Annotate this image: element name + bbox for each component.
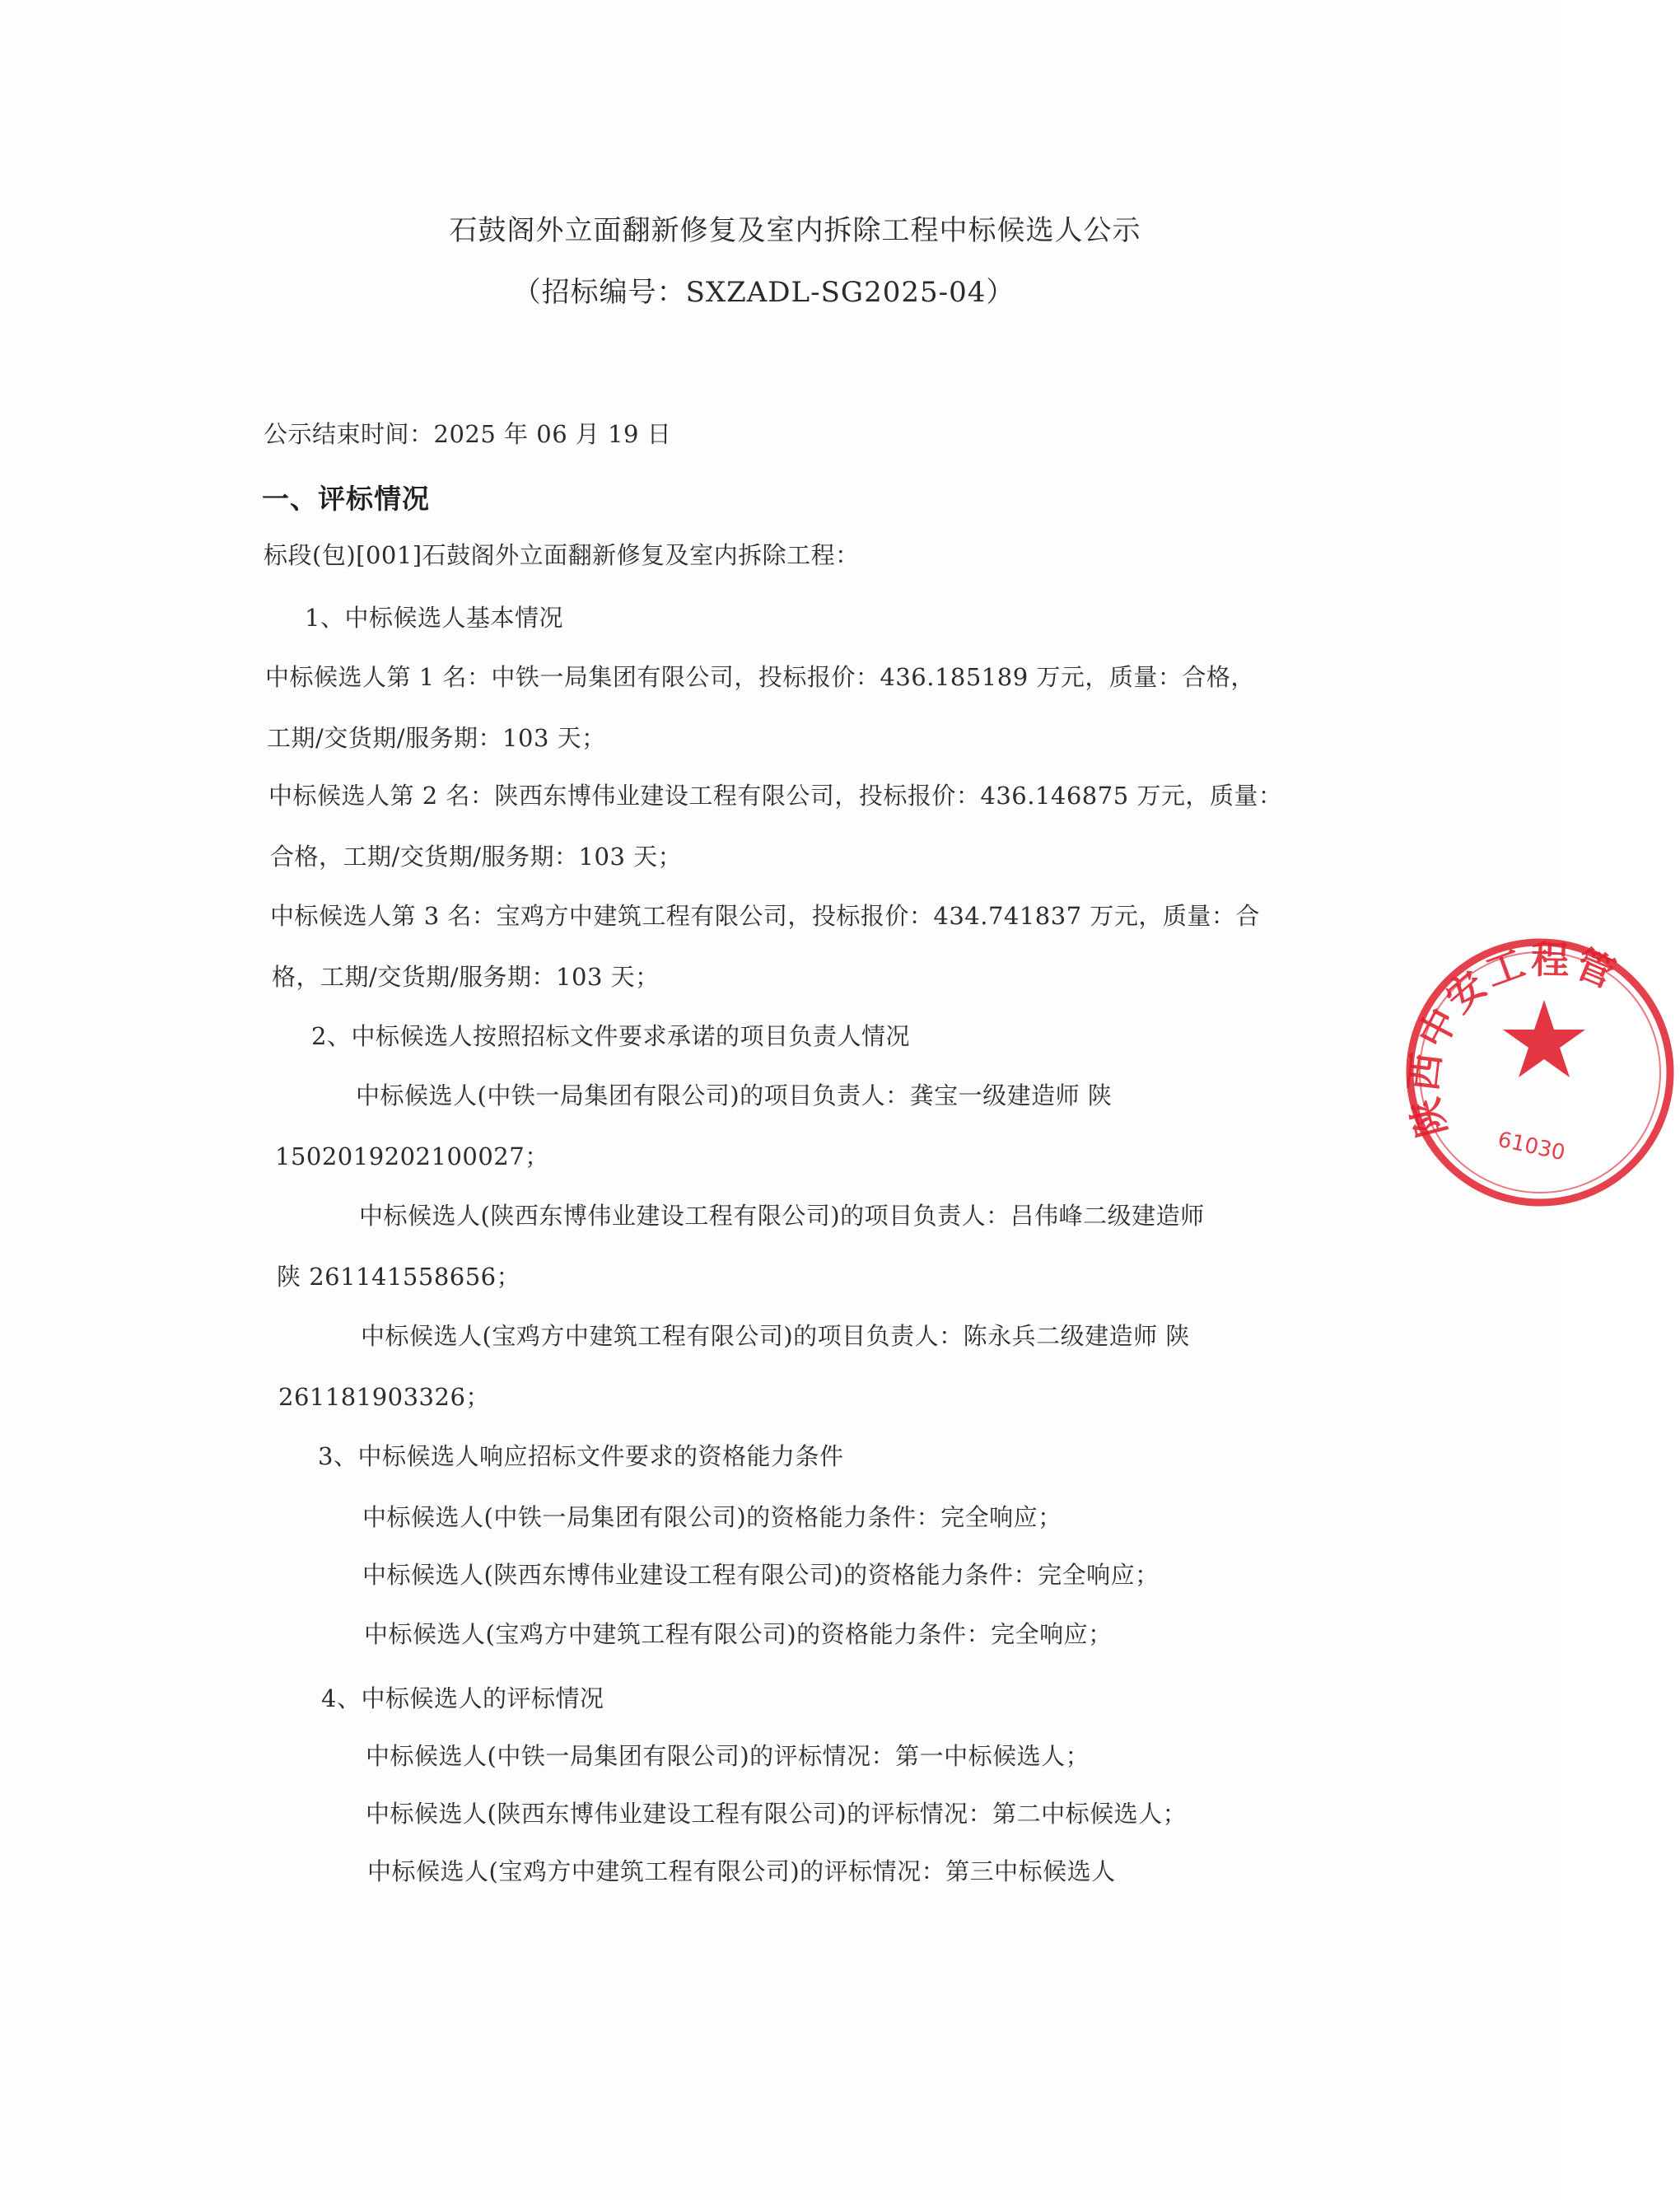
leader-1-line2: 1502019202100027； [275,1142,549,1170]
qualification-1: 中标候选人(中铁一局集团有限公司)的资格能力条件：完全响应； [362,1503,1062,1531]
subheading-basic-info: 1、中标候选人基本情况 [305,604,563,632]
evaluation-1: 中标候选人(中铁一局集团有限公司)的评标情况：第一中标候选人； [366,1742,1090,1770]
candidate-1-basic-line2: 工期/交货期/服务期：103 天； [267,724,606,752]
seal-star-icon [1503,1000,1585,1077]
subheading-qualifications: 3、中标候选人响应招标文件要求的资格能力条件 [318,1442,844,1470]
leader-3-line2: 261181903326； [278,1383,490,1411]
publicity-end-time: 公示结束时间：2025 年 06 月 19 日 [264,420,672,448]
evaluation-3: 中标候选人(宝鸡方中建筑工程有限公司)的评标情况：第三中标候选人 [367,1857,1116,1885]
candidate-1-basic-line1: 中标候选人第 1 名：中铁一局集团有限公司，投标报价：436.185189 万元，质量：合格， [265,663,1255,691]
leader-1-line1: 中标候选人(中铁一局集团有限公司)的项目负责人：龚宝一级建造师 陕 [356,1081,1113,1109]
candidate-2-basic-line2: 合格，工期/交货期/服务期：103 天； [270,843,683,871]
qualification-2: 中标候选人(陕西东博伟业建设工程有限公司)的资格能力条件：完全响应； [362,1561,1160,1589]
tender-number: （招标编号：SXZADL-SG2025-04） [512,276,1015,309]
seal-text: 陕西中安工程管 [1400,937,1625,1142]
candidate-3-basic-line1: 中标候选人第 3 名：宝鸡方中建筑工程有限公司，投标报价：434.741837 万元，质量：合 [270,902,1260,930]
candidate-3-basic-line2: 格，工期/交货期/服务期：103 天； [272,963,660,991]
subheading-project-leaders: 2、中标候选人按照招标文件要求承诺的项目负责人情况 [311,1022,910,1050]
section-heading-evaluation: 一、评标情况 [262,483,430,515]
leader-3-line1: 中标候选人(宝鸡方中建筑工程有限公司)的项目负责人：陈永兵二级建造师 陕 [361,1322,1190,1350]
leader-2-line1: 中标候选人(陕西东博伟业建设工程有限公司)的项目负责人：吕伟峰二级建造师 [359,1202,1205,1230]
lot-line: 标段(包)[001]石鼓阁外立面翻新修复及室内拆除工程： [264,541,860,569]
subheading-evaluations: 4、中标候选人的评标情况 [321,1684,604,1712]
seal-code: 61030 [1495,1127,1568,1166]
document-title: 石鼓阁外立面翻新修复及室内拆除工程中标候选人公示 [449,214,1141,247]
leader-2-line2: 陕 261141558656； [277,1263,521,1291]
official-seal [1400,932,1680,1212]
candidate-2-basic-line1: 中标候选人第 2 名：陕西东博伟业建设工程有限公司，投标报价：436.146875 万元，质量： [268,782,1283,810]
qualification-3: 中标候选人(宝鸡方中建筑工程有限公司)的资格能力条件：完全响应； [364,1620,1113,1648]
evaluation-2: 中标候选人(陕西东博伟业建设工程有限公司)的评标情况：第二中标候选人； [366,1800,1188,1828]
